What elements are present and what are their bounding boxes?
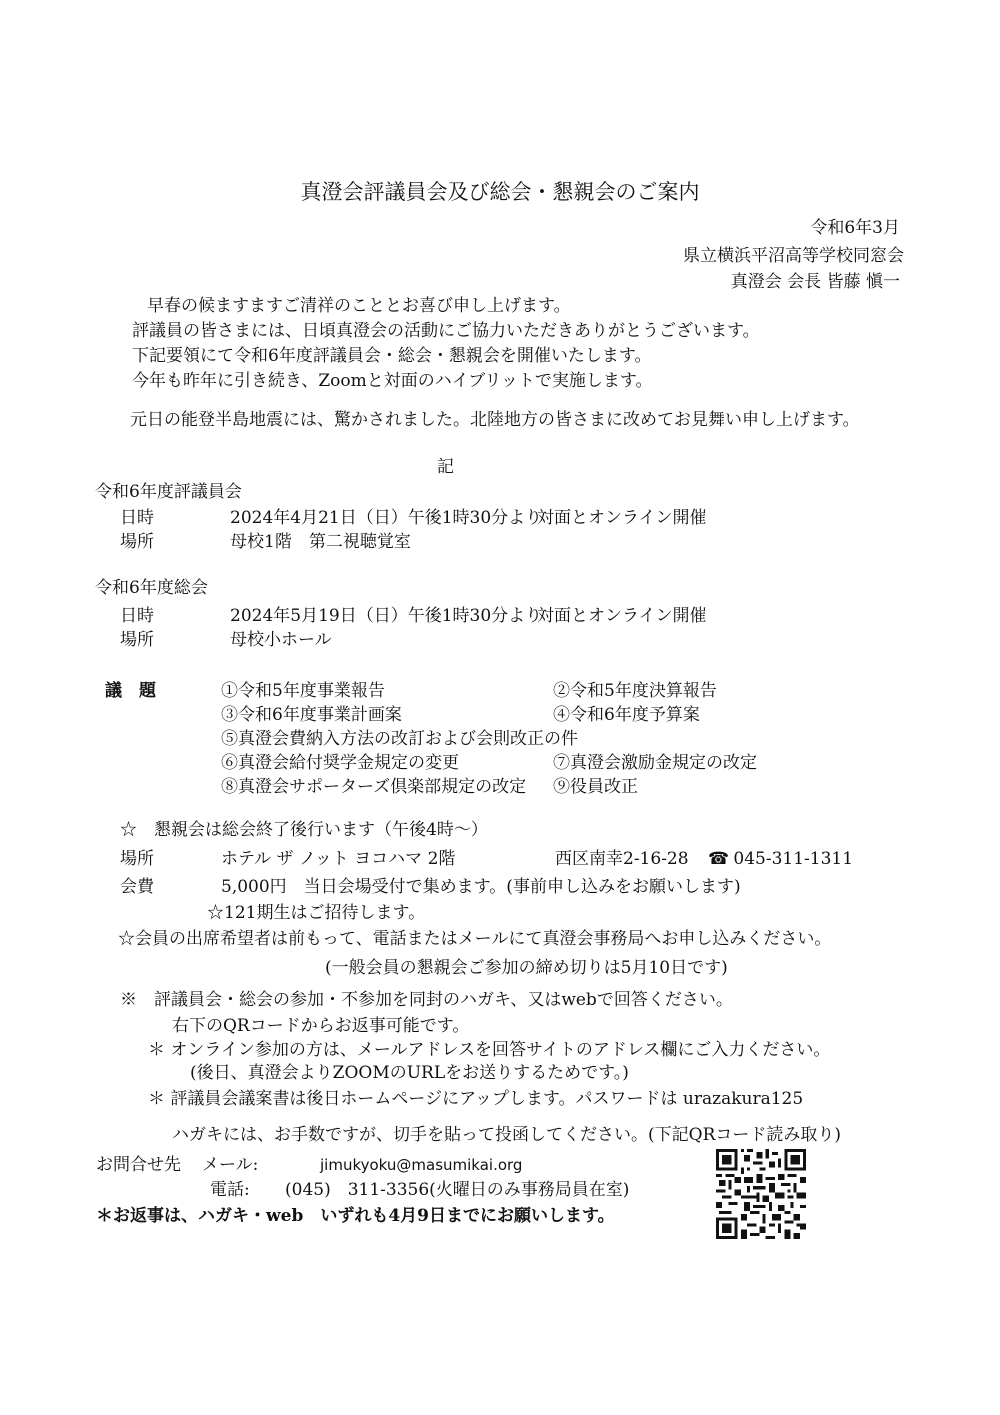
agenda-item: ⑧真澄会サポーターズ倶楽部規定の改定 [221,777,527,797]
contact-tel-label: 電話: [210,1180,250,1200]
phone-icon: ☎ [708,849,730,869]
page-title: 真澄会評議員会及び総会・懇親会のご案内 [300,180,700,204]
sender: 真澄会 会長 皆藤 愼一 [730,272,900,292]
contact-tel: (045) 311-3356(火曜日のみ事務局員在室) [285,1180,630,1200]
agenda-item: ⑥真澄会給付奨学金規定の変更 [221,753,459,773]
greeting-line-4: 今年も昨年に引き続き、Zoomと対面のハイブリットで実施します。 [132,371,653,391]
party-invite: ☆121期生はご招待します。 [207,903,426,923]
earthquake-message: 元日の能登半島地震には、驚かされました。北陸地方の皆さまに改めてお見舞い申し上げます。 [130,410,860,430]
agenda-item: ⑦真澄会激励金規定の改定 [553,753,757,773]
agenda-item: ③令和6年度事業計画案 [221,705,402,725]
agenda-item: ⑤真澄会費納入方法の改訂および会則改正の件 [221,729,578,749]
agenda-label: 議 題 [105,681,156,701]
party-place-label: 場所 [120,849,154,869]
note-postcard: ハガキには、お手数ですが、切手を貼って投函してください。(下記QRコード読み取り) [172,1125,841,1145]
note-zoom: (後日、真澄会よりZOOMのURLをお送りするためです。) [190,1063,629,1083]
note-documents: ＊ 評議員会議案書は後日ホームページにアップします。パスワードは urazakura125 [148,1089,804,1109]
contact-mail-label: メール: [202,1155,259,1175]
issue-date: 令和6年3月 [810,218,900,238]
greeting-line-3: 下記要領にて令和6年度評議員会・総会・懇親会を開催いたします。 [132,346,652,366]
party-deadline: (一般会員の懇親会ご参加の締め切りは5月10日です) [325,958,728,978]
general-place-value: 母校小ホール [230,630,332,650]
party-phone [708,849,853,869]
general-mode: 対面とオンライン開催 [537,606,707,626]
council-heading: 令和6年度評議員会 [95,482,242,502]
ki-heading: 記 [437,457,454,477]
note-online: ＊ オンライン参加の方は、メールアドレスを回答サイトのアドレス欄にご入力ください。 [148,1040,831,1060]
qr-code-icon[interactable] [716,1149,806,1239]
organization: 県立横浜平沼高等学校同窓会 [683,246,904,266]
agenda-item: ①令和5年度事業報告 [221,681,385,701]
contact-label: お問合せ先 [96,1155,181,1175]
party-apply: ☆会員の出席希望者は前もって、電話またはメールにて真澄会事務局へお申し込みください。 [118,929,832,949]
qr-code-graphic [716,1149,806,1239]
party-place-value: ホテル ザ ノット ヨコハマ 2階 [221,849,456,869]
general-date-value: 2024年5月19日（日）午後1時30分より [230,606,543,626]
contact-email[interactable]: jimukyoku@masumikai.org [320,1156,523,1174]
note-qr-reply: 右下のQRコードからお返事可能です。 [172,1016,470,1036]
general-date-label: 日時 [120,606,154,626]
greeting-line-2: 評議員の皆さまには、日頃真澄会の活動にご協力いただきありがとうございます。 [132,321,760,341]
general-heading: 令和6年度総会 [95,578,208,598]
reply-deadline: ＊お返事は、ハガキ・web いずれも4月9日までにお願いします。 [96,1206,615,1226]
note-reply-method: ※ 評議員会・総会の参加・不参加を同封のハガキ、又はwebで回答ください。 [120,990,733,1010]
agenda-item: ②令和5年度決算報告 [553,681,717,701]
council-place-value: 母校1階 第二視聴覚室 [230,532,411,552]
party-fee-value: 5,000円 当日会場受付で集めます。(事前申し込みをお願いします) [221,877,741,897]
party-heading: ☆ 懇親会は総会終了後行います（午後4時～） [120,820,488,840]
greeting-line-1: 早春の候ますますご清祥のこととお喜び申し上げます。 [147,296,571,316]
party-address: 西区南幸2-16-28 [555,849,689,869]
agenda-item: ⑨役員改正 [553,777,638,797]
general-place-label: 場所 [120,630,154,650]
party-phone-number: 045-311-1311 [733,849,854,869]
council-date-value: 2024年4月21日（日）午後1時30分より [230,508,543,528]
agenda-item: ④令和6年度予算案 [553,705,700,725]
party-fee-label: 会費 [120,877,154,897]
council-mode: 対面とオンライン開催 [537,508,707,528]
council-date-label: 日時 [120,508,154,528]
council-place-label: 場所 [120,532,154,552]
